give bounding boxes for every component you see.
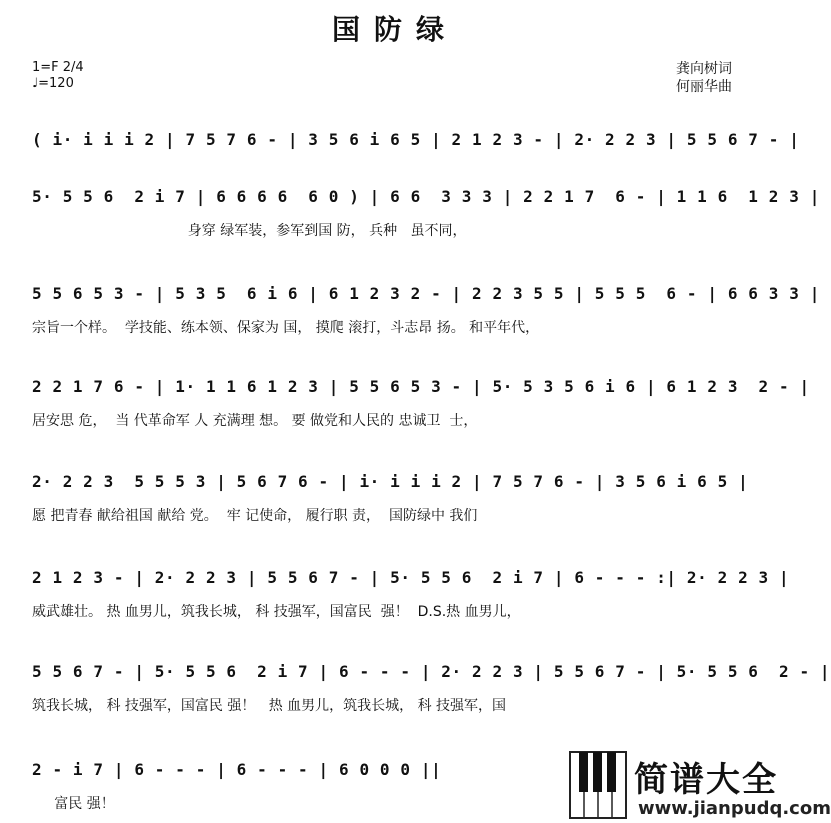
score-row [32,566,790,622]
lyrics-line: 身穿 绿军装，参军到国 防， 兵种 虽不同， [32,223,467,239]
notes-line: 2· 2 2 3 5 5 5 3 | 5 6 7 6 - | i· i i i 2 | 7 5 7 6 - | 3 5 6 i 6 5 | [32,472,749,491]
composer-credit: 何丽华曲 [676,79,732,95]
score-row [32,470,758,526]
lyrics-line: 居安思 危， 当 代革命军 人 充满理 想。 要 做党和人民的 忠诚卫 士， [32,413,478,429]
score-row [32,660,831,716]
lyrics-line: 富民 强！ [32,796,115,812]
notes-line: 5 5 6 7 - | 5· 5 5 6 2 i 7 | 6 - - - | 2· 2 2 3 | 5 5 6 7 - | 5· 5 5 6 2 - | [32,662,831,681]
notes-line: 2 - i 7 | 6 - - - | 6 - - - | 6 0 0 0 || [32,760,442,779]
score-row [32,282,820,338]
lyrics-line: 宗旨一个样。 学技能、练本领、保家为 国， 摸爬 滚打，斗志昂 扬。 和平年代， [32,320,540,336]
score-row [32,185,820,241]
lyrics-line: 威武雄壮。 热 血男儿，筑我长城， 科 技强军，国富民 强！ D.S.热 血男儿， [32,604,521,620]
logo-text: 简谱大全 [634,760,778,800]
piano-keys-icon [568,750,628,820]
tempo-marking: ♩=120 [32,76,74,91]
lyricist-credit: 龚向树词 [676,61,732,77]
song-title: 国防绿 [331,13,458,46]
notes-line: 2 1 2 3 - | 2· 2 2 3 | 5 5 6 7 - | 5· 5 5 6 2 i 7 | 6 - - - :| 2· 2 2 3 | [32,568,790,587]
notes-line: 5· 5 5 6 2 i 7 | 6 6 6 6 6 0 ) | 6 6 3 3 3 | 2 2 1 7 6 - | 1 1 6 1 2 3 | [32,187,820,206]
key-tempo [32,60,84,92]
lyrics-line [32,164,758,184]
logo-url: www.jianpudq.com [638,798,831,819]
notes-line: ( i· i i i 2 | 7 5 7 6 - | 3 5 6 i 6 5 | 2 1 2 3 - | 2· 2 2 3 | 5 5 6 7 - | [32,130,800,149]
score-row [32,128,800,184]
lyrics-line: 愿 把青春 献给祖国 献给 党。 牢 记使命， 履行职 责， 国防绿中 我们 [32,508,478,524]
score-row [32,375,810,431]
lyrics-line: 筑我长城， 科 技强军，国富民 强！ 热 血男儿，筑我长城， 科 技强军，国 [32,698,507,714]
notes-line: 2 2 1 7 6 - | 1· 1 1 6 1 2 3 | 5 5 6 5 3 - | 5· 5 3 5 6 i 6 | 6 1 2 3 2 - | [32,377,810,396]
notes-line: 5 5 6 5 3 - | 5 3 5 6 i 6 | 6 1 2 3 2 - | 2 2 3 5 5 | 5 5 5 6 - | 6 6 3 3 | [32,284,820,303]
credits [676,60,732,96]
site-watermark [568,750,831,823]
key-signature: 1=F 2/4 [32,60,84,75]
